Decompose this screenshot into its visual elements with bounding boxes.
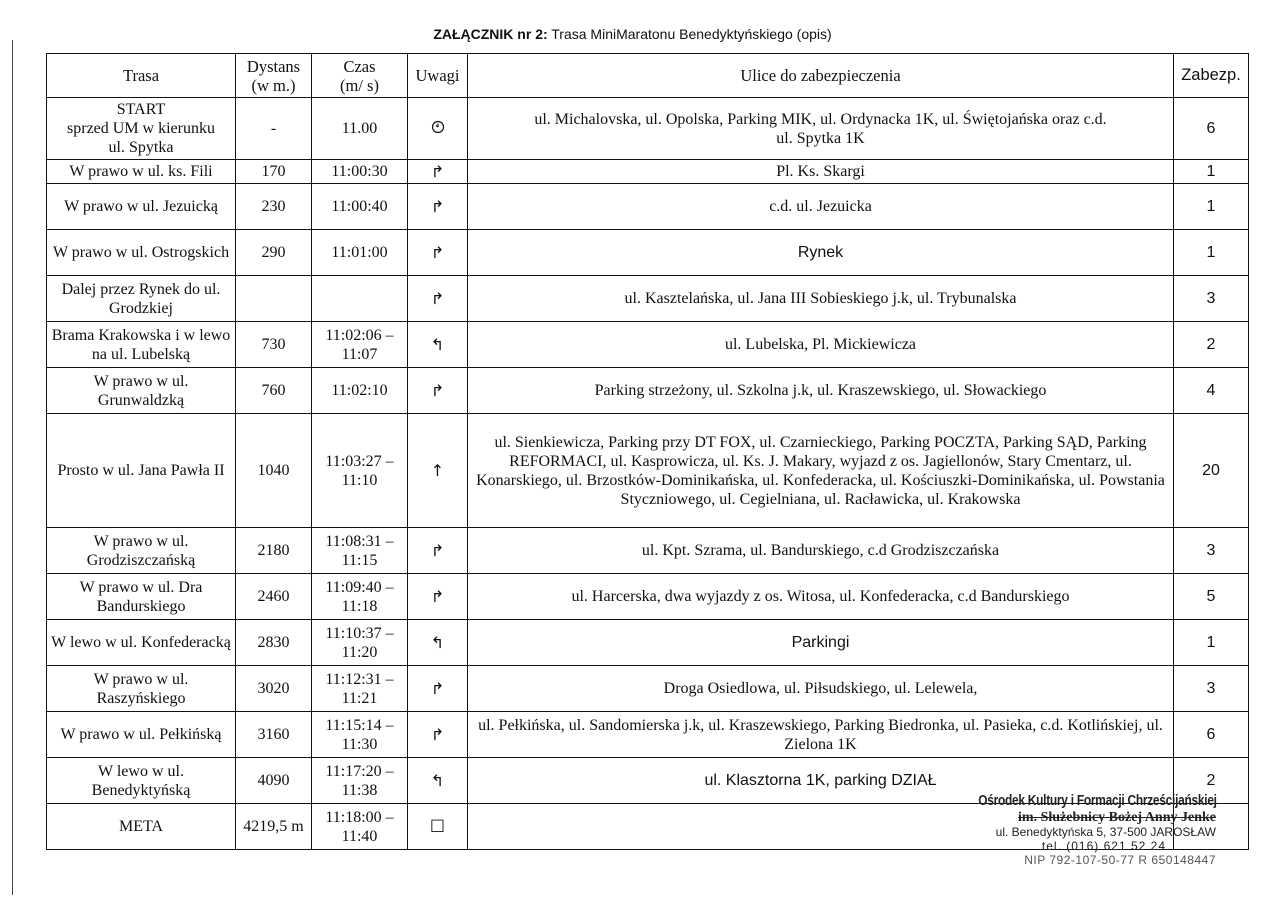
table-row [47, 368, 1249, 414]
turn-right-arrow-icon: ↱ [430, 381, 445, 400]
notes-cell [408, 322, 468, 368]
finish-route-cell: META [47, 804, 236, 850]
streets-cell: ul. Kasztelańska, ul. Jana III Sobieskiego j.k, ul. Trybunalska [468, 276, 1174, 322]
route-cell: W prawo w ul. Jezuicką [47, 184, 236, 230]
turn-left-arrow-icon: ↰ [430, 335, 445, 354]
table-row [47, 160, 1249, 184]
start-time-cell: 11.00 [312, 98, 408, 160]
turn-left-arrow-icon: ↰ [430, 633, 445, 652]
table-row [47, 184, 1249, 230]
time-cell: 11:00:40 [312, 184, 408, 230]
stamp-phone: tel. (016) 621 52 24 [1041, 839, 1166, 853]
header-distance: Dystans (w m.) [236, 54, 312, 98]
streets-cell: ul. Kpt. Szrama, ul. Bandurskiego, c.d Grodziszczańska [468, 528, 1174, 574]
turn-left-arrow-icon: ↰ [430, 771, 445, 790]
stamp-subname: im. Służebnicy Bożej Anny Jenke [1018, 810, 1216, 825]
time-cell: 11:02:10 [312, 368, 408, 414]
security-cell: 3 [1174, 666, 1249, 712]
streets-cell: ul. Sienkiewicza, Parking przy DT FOX, ul. Czarnieckiego, Parking POCZTA, Parking SĄD, Parking REFORMACI, ul. Kasprowicza, ul. Ks. J. Makary, wyjazd z os. Jagiellonów, Stary Cmentarz, ul. Konarskiego, ul. Brzostków-Dominikańska, ul. Konfederacka, ul. Kościuszki-Dominikańska, ul. Powstania Styczniowego, ul. Cegielniana, ul. Racławicka, ul. Krakowska [468, 414, 1174, 528]
notes-cell [408, 230, 468, 276]
time-cell: 11:00:30 [312, 160, 408, 184]
security-cell: 6 [1174, 712, 1249, 758]
distance-cell: 2460 [236, 574, 312, 620]
start-row [47, 98, 1249, 160]
time-cell: 11:08:31 – 11:15 [312, 528, 408, 574]
clock-icon [431, 120, 445, 134]
distance-cell: 4090 [236, 758, 312, 804]
security-cell: 2 [1174, 322, 1249, 368]
table-row [47, 620, 1249, 666]
organization-stamp [926, 793, 1216, 865]
finish-notes-cell [408, 804, 468, 850]
notes-cell [408, 276, 468, 322]
distance-cell [236, 276, 312, 322]
header-security: Zabezp. [1174, 54, 1249, 98]
route-cell: W prawo w ul. Grunwaldzką [47, 368, 236, 414]
streets-cell: c.d. ul. Jezuicka [468, 184, 1174, 230]
route-cell: W prawo w ul. Ostrogskich [47, 230, 236, 276]
time-cell: 11:02:06 – 11:07 [312, 322, 408, 368]
route-cell: W prawo w ul. Pełkińską [47, 712, 236, 758]
time-cell: 11:12:31 – 11:21 [312, 666, 408, 712]
distance-cell: 760 [236, 368, 312, 414]
notes-cell [408, 160, 468, 184]
route-cell: W prawo w ul. Grodziszczańską [47, 528, 236, 574]
route-cell: Prosto w ul. Jana Pawła II [47, 414, 236, 528]
time-cell: 11:03:27 – 11:10 [312, 414, 408, 528]
route-cell: W prawo w ul. ks. Fili [47, 160, 236, 184]
notes-cell [408, 620, 468, 666]
time-cell: 11:17:20 – 11:38 [312, 758, 408, 804]
security-cell: 1 [1174, 620, 1249, 666]
table-row [47, 276, 1249, 322]
turn-right-arrow-icon: ↱ [430, 725, 445, 744]
distance-cell: 730 [236, 322, 312, 368]
turn-right-arrow-icon: ↱ [430, 289, 445, 308]
streets-cell: ul. Pełkińska, ul. Sandomierska j.k, ul. Kraszewskiego, Parking Biedronka, ul. Pasieka, c.d. Kotlińskiej, ul. Zielona 1K [468, 712, 1174, 758]
notes-cell [408, 368, 468, 414]
start-route-cell: START sprzed UM w kierunku ul. Spytka [47, 98, 236, 160]
table-row [47, 322, 1249, 368]
notes-cell [408, 184, 468, 230]
header-route: Trasa [47, 54, 236, 98]
header-streets: Ulice do zabezpieczenia [468, 54, 1174, 98]
route-cell: W lewo w ul. Konfederacką [47, 620, 236, 666]
start-distance-cell: - [236, 98, 312, 160]
straight-arrow-icon: ↑ [430, 461, 445, 480]
table-row [47, 574, 1249, 620]
finish-distance-cell: 4219,5 m [236, 804, 312, 850]
notes-cell [408, 666, 468, 712]
notes-cell [408, 414, 468, 528]
turn-right-arrow-icon: ↱ [430, 197, 445, 216]
security-cell: 3 [1174, 276, 1249, 322]
stamp-name: Ośrodek Kultury i Formacji Chrześcijańskiej [978, 793, 1217, 809]
time-cell: 11:15:14 – 11:30 [312, 712, 408, 758]
distance-cell: 3020 [236, 666, 312, 712]
security-cell: 1 [1174, 184, 1249, 230]
distance-cell: 290 [236, 230, 312, 276]
streets-cell: Rynek [468, 230, 1174, 276]
streets-cell: Parking strzeżony, ul. Szkolna j.k, ul. Kraszewskiego, ul. Słowackiego [468, 368, 1174, 414]
table-row [47, 712, 1249, 758]
route-cell: Brama Krakowska i w lewo na ul. Lubelską [47, 322, 236, 368]
turn-right-arrow-icon: ↱ [430, 541, 445, 560]
streets-cell: ul. Lubelska, Pl. Mickiewicza [468, 322, 1174, 368]
security-cell: 1 [1174, 230, 1249, 276]
route-cell: W prawo w ul. Raszyńskiego [47, 666, 236, 712]
distance-cell: 1040 [236, 414, 312, 528]
table-row [47, 414, 1249, 528]
stamp-address: ul. Benedyktyńska 5, 37-500 JAROSŁAW [995, 825, 1216, 839]
notes-cell [408, 758, 468, 804]
turn-right-arrow-icon: ↱ [430, 162, 445, 181]
distance-cell: 2830 [236, 620, 312, 666]
route-cell: W prawo w ul. Dra Bandurskiego [47, 574, 236, 620]
notes-cell [408, 712, 468, 758]
header-row [47, 54, 1249, 98]
distance-cell: 170 [236, 160, 312, 184]
notes-cell [408, 574, 468, 620]
table-row [47, 230, 1249, 276]
security-cell: 3 [1174, 528, 1249, 574]
start-streets-cell: ul. Michalovska, ul. Opolska, Parking MIK, ul. Ordynacka 1K, ul. Świętojańska oraz c.d. ul. Spytka 1K [468, 98, 1174, 160]
distance-cell: 3160 [236, 712, 312, 758]
security-cell: 5 [1174, 574, 1249, 620]
security-cell: 4 [1174, 368, 1249, 414]
time-cell: 11:01:00 [312, 230, 408, 276]
distance-cell: 2180 [236, 528, 312, 574]
security-cell: 2 [1174, 758, 1249, 804]
table-row [47, 528, 1249, 574]
security-cell: 1 [1174, 160, 1249, 184]
turn-right-arrow-icon: ↱ [430, 679, 445, 698]
time-cell: 11:10:37 – 11:20 [312, 620, 408, 666]
streets-cell: Droga Osiedlowa, ul. Piłsudskiego, ul. Lelewela, [468, 666, 1174, 712]
table-row [47, 666, 1249, 712]
streets-cell: ul. Harcerska, dwa wyjazdy z os. Witosa, ul. Konfederacka, c.d Bandurskiego [468, 574, 1174, 620]
route-cell: W lewo w ul. Benedyktyńską [47, 758, 236, 804]
document-title [0, 25, 1265, 43]
document-title-label: ZAŁĄCZNIK nr 2: [433, 26, 548, 42]
start-notes-cell [408, 98, 468, 160]
header-time: Czas (m/ s) [312, 54, 408, 98]
security-cell: 20 [1174, 414, 1249, 528]
header-notes: Uwagi [408, 54, 468, 98]
start-security-cell: 6 [1174, 98, 1249, 160]
streets-cell: ul. Klasztorna 1K, parking DZIAŁ [468, 758, 1174, 804]
square-icon: ☐ [429, 816, 446, 837]
streets-cell: Pl. Ks. Skargi [468, 160, 1174, 184]
finish-time-cell: 11:18:00 – 11:40 [312, 804, 408, 850]
route-table [46, 53, 1249, 850]
notes-cell [408, 528, 468, 574]
turn-right-arrow-icon: ↱ [430, 587, 445, 606]
time-cell: 11:09:40 – 11:18 [312, 574, 408, 620]
time-cell [312, 276, 408, 322]
stamp-nip: NIP 792-107-50-77 R 650148447 [1024, 853, 1216, 867]
route-cell: Dalej przez Rynek do ul. Grodzkiej [47, 276, 236, 322]
turn-right-arrow-icon: ↱ [430, 243, 445, 262]
distance-cell: 230 [236, 184, 312, 230]
page-margin-line [12, 40, 13, 895]
streets-cell: Parkingi [468, 620, 1174, 666]
document-title-text: Trasa MiniMaratonu Benedyktyńskiego (opis) [547, 26, 832, 42]
